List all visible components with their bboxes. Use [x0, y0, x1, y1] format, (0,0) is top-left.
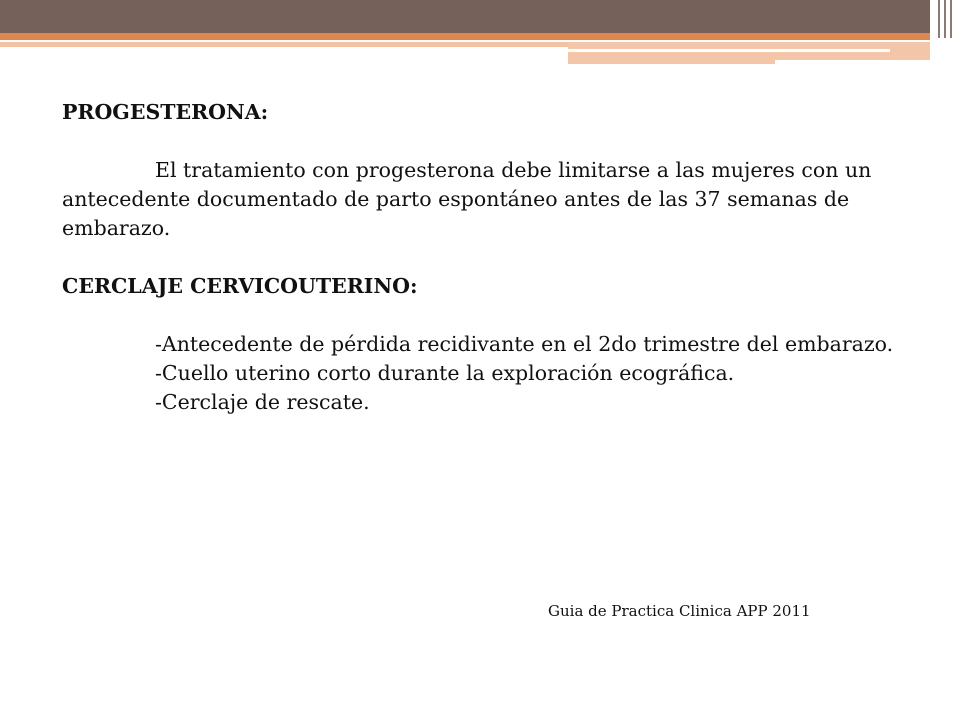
- header-band-brown: [0, 0, 930, 33]
- spacer: [62, 127, 902, 156]
- spacer: [62, 243, 902, 272]
- header-divider-line: [568, 49, 890, 52]
- progesterona-paragraph: El tratamiento con progesterona debe limitarse a las mujeres con un antecedente documentado de parto espontáneo antes de las 37 semanas de embarazo.: [62, 158, 872, 240]
- spacer: [62, 301, 902, 330]
- cerclaje-item: -Cuello uterino corto durante la exploración ecográfica.: [155, 361, 735, 385]
- cerclaje-item: -Cerclaje de rescate.: [155, 390, 370, 414]
- slide-body: [62, 98, 902, 417]
- heading-cerclaje: CERCLAJE CERVICOUTERINO:: [62, 274, 418, 298]
- cerclaje-item: -Antecedente de pérdida recidivante en el 2do trimestre del embarazo.: [155, 332, 894, 356]
- edge-line: [950, 0, 952, 38]
- header-band-peach: [0, 42, 568, 47]
- header-band-orange: [0, 33, 930, 40]
- citation: Guia de Practica Clinica APP 2011: [548, 602, 811, 620]
- header-band-cut: [775, 60, 930, 64]
- header-right-edge: [930, 0, 960, 38]
- edge-line: [944, 0, 946, 38]
- edge-line: [938, 0, 940, 38]
- heading-progesterona: PROGESTERONA:: [62, 100, 269, 124]
